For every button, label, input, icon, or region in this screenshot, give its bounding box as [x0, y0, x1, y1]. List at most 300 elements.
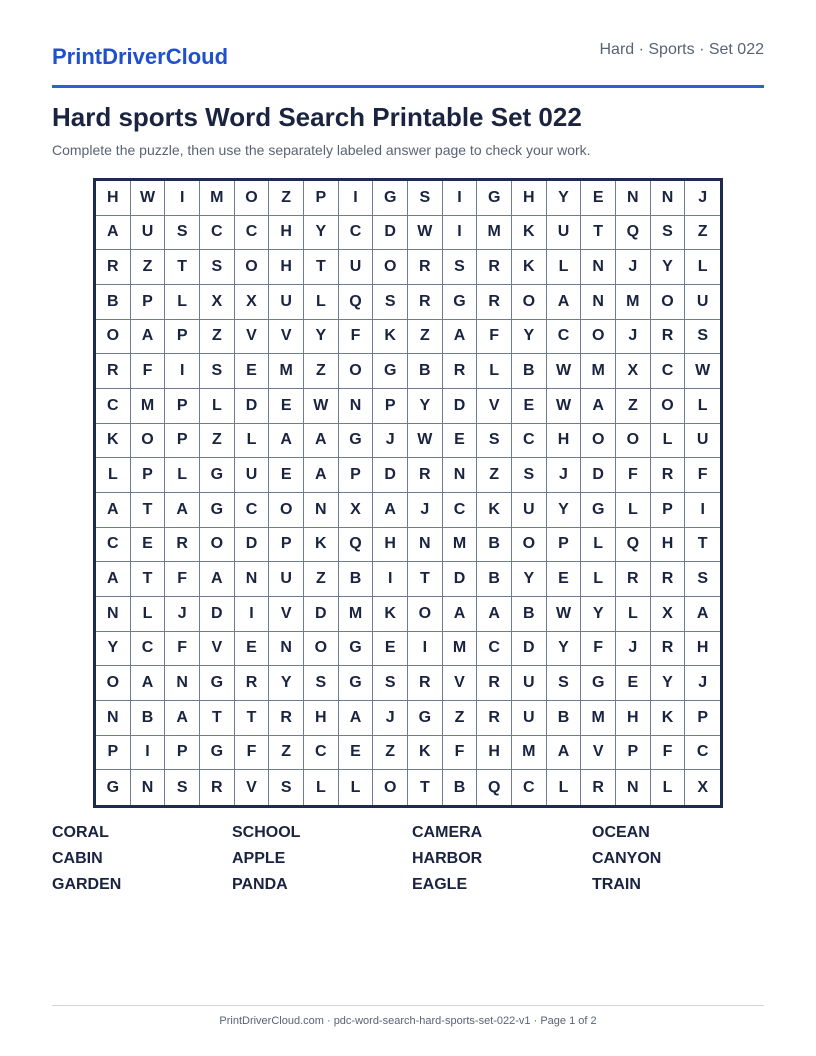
grid-cell: N — [443, 458, 478, 493]
grid-cell: L — [235, 424, 270, 459]
grid-cell: G — [581, 493, 616, 528]
grid-cell: G — [443, 285, 478, 320]
grid-cell: U — [685, 424, 720, 459]
grid-cell: E — [512, 389, 547, 424]
grid-cell: B — [512, 597, 547, 632]
grid-cell: T — [200, 701, 235, 736]
grid-cell: R — [581, 770, 616, 805]
grid-cell: G — [581, 666, 616, 701]
grid-cell: P — [269, 528, 304, 563]
grid-cell: T — [408, 562, 443, 597]
grid-cell: P — [339, 458, 374, 493]
grid-cell: M — [443, 528, 478, 563]
grid-cell: P — [96, 736, 131, 771]
grid-cell: M — [269, 354, 304, 389]
word-list-item: SCHOOL — [232, 824, 301, 841]
grid-cell: W — [304, 389, 339, 424]
grid-cell: U — [131, 216, 166, 251]
grid-cell: C — [651, 354, 686, 389]
grid-cell: D — [581, 458, 616, 493]
word-list-item: TRAIN — [592, 876, 641, 893]
grid-cell: B — [477, 562, 512, 597]
grid-cell: Z — [304, 562, 339, 597]
page-title: Hard sports Word Search Printable Set 022 — [52, 102, 582, 132]
grid-cell: N — [96, 701, 131, 736]
grid-cell: R — [651, 562, 686, 597]
grid-cell: Y — [512, 562, 547, 597]
grid-cell: Z — [304, 354, 339, 389]
grid-cell: Q — [339, 285, 374, 320]
grid-cell: G — [339, 666, 374, 701]
grid-cell: R — [408, 666, 443, 701]
grid-cell: Z — [269, 181, 304, 216]
grid-cell: A — [200, 562, 235, 597]
page-subtitle: Complete the puzzle, then use the separately labeled answer page to check your work. — [52, 142, 591, 158]
grid-cell: Z — [443, 701, 478, 736]
grid-cell: F — [477, 320, 512, 355]
grid-cell: A — [304, 424, 339, 459]
grid-cell: O — [651, 389, 686, 424]
grid-cell: U — [235, 458, 270, 493]
grid-cell: E — [269, 389, 304, 424]
grid-cell: Y — [269, 666, 304, 701]
grid-cell: R — [651, 632, 686, 667]
grid-cell: R — [235, 666, 270, 701]
grid-cell: D — [235, 528, 270, 563]
grid-cell: S — [165, 216, 200, 251]
grid-cell: Z — [131, 250, 166, 285]
grid-cell: E — [269, 458, 304, 493]
grid-cell: A — [685, 597, 720, 632]
grid-cell: K — [373, 320, 408, 355]
grid-cell: A — [581, 389, 616, 424]
grid-cell: D — [443, 562, 478, 597]
grid-cell: Y — [547, 632, 582, 667]
grid-cell: R — [443, 354, 478, 389]
grid-cell: O — [96, 320, 131, 355]
grid-cell: P — [165, 389, 200, 424]
grid-cell: F — [616, 458, 651, 493]
grid-cell: U — [269, 562, 304, 597]
grid-cell: W — [547, 389, 582, 424]
grid-cell: Y — [651, 666, 686, 701]
grid-cell: U — [512, 701, 547, 736]
grid-cell: T — [131, 493, 166, 528]
grid-cell: T — [131, 562, 166, 597]
grid-cell: W — [547, 354, 582, 389]
grid-cell: D — [373, 216, 408, 251]
grid-cell: C — [235, 493, 270, 528]
grid-cell: C — [547, 320, 582, 355]
grid-cell: F — [339, 320, 374, 355]
grid-cell: H — [651, 528, 686, 563]
grid-cell: Q — [616, 216, 651, 251]
grid-cell: S — [373, 666, 408, 701]
grid-cell: S — [200, 250, 235, 285]
grid-cell: L — [581, 562, 616, 597]
grid-cell: F — [685, 458, 720, 493]
grid-cell: L — [651, 424, 686, 459]
grid-cell: C — [304, 736, 339, 771]
grid-cell: K — [304, 528, 339, 563]
grid-cell: K — [512, 250, 547, 285]
grid-cell: F — [131, 354, 166, 389]
grid-cell: L — [547, 250, 582, 285]
grid-cell: O — [581, 320, 616, 355]
grid-cell: R — [96, 354, 131, 389]
grid-cell: P — [131, 458, 166, 493]
grid-cell: O — [235, 250, 270, 285]
grid-cell: R — [477, 250, 512, 285]
grid-cell: R — [477, 285, 512, 320]
grid-cell: X — [339, 493, 374, 528]
grid-cell: F — [651, 736, 686, 771]
grid-cell: T — [685, 528, 720, 563]
word-list-item: APPLE — [232, 850, 286, 867]
grid-cell: G — [477, 181, 512, 216]
grid-cell: R — [269, 701, 304, 736]
grid-cell: U — [512, 493, 547, 528]
grid-cell: F — [581, 632, 616, 667]
grid-cell: V — [235, 770, 270, 805]
grid-cell: H — [547, 424, 582, 459]
grid-cell: J — [165, 597, 200, 632]
grid-cell: J — [685, 666, 720, 701]
grid-cell: R — [616, 562, 651, 597]
grid-cell: Z — [477, 458, 512, 493]
grid-cell: J — [616, 250, 651, 285]
grid-cell: P — [651, 493, 686, 528]
grid-cell: W — [408, 216, 443, 251]
grid-cell: N — [616, 770, 651, 805]
grid-cell: I — [443, 181, 478, 216]
grid-cell: A — [165, 701, 200, 736]
grid-cell: O — [616, 424, 651, 459]
grid-cell: S — [408, 181, 443, 216]
grid-cell: Z — [200, 320, 235, 355]
grid-cell: C — [96, 389, 131, 424]
grid-cell: W — [408, 424, 443, 459]
grid-cell: L — [547, 770, 582, 805]
grid-cell: O — [651, 285, 686, 320]
grid-cell: V — [443, 666, 478, 701]
grid-cell: Q — [477, 770, 512, 805]
grid-cell: O — [512, 285, 547, 320]
grid-cell: C — [443, 493, 478, 528]
grid-cell: H — [373, 528, 408, 563]
grid-cell: T — [235, 701, 270, 736]
grid-cell: L — [165, 458, 200, 493]
grid-cell: C — [235, 216, 270, 251]
grid-cell: K — [512, 216, 547, 251]
grid-cell: N — [304, 493, 339, 528]
grid-cell: R — [477, 666, 512, 701]
word-list — [52, 823, 764, 895]
grid-cell: A — [96, 493, 131, 528]
grid-cell: P — [616, 736, 651, 771]
grid-cell: B — [96, 285, 131, 320]
grid-cell: M — [339, 597, 374, 632]
grid-cell: I — [131, 736, 166, 771]
grid-cell: S — [304, 666, 339, 701]
grid-cell: F — [165, 632, 200, 667]
grid-cell: L — [339, 770, 374, 805]
grid-cell: Y — [512, 320, 547, 355]
grid-cell: A — [165, 493, 200, 528]
grid-cell: D — [443, 389, 478, 424]
grid-cell: J — [547, 458, 582, 493]
grid-cell: W — [685, 354, 720, 389]
grid-cell: R — [408, 458, 443, 493]
grid-cell: H — [269, 250, 304, 285]
grid-cell: A — [547, 736, 582, 771]
grid-cell: O — [304, 632, 339, 667]
grid-cell: J — [373, 424, 408, 459]
grid-cell: R — [96, 250, 131, 285]
grid-cell: J — [616, 632, 651, 667]
grid-cell: Z — [616, 389, 651, 424]
grid-cell: E — [373, 632, 408, 667]
grid-cell: O — [373, 770, 408, 805]
grid-cell: P — [165, 424, 200, 459]
grid-cell: I — [165, 354, 200, 389]
grid-cell: W — [131, 181, 166, 216]
grid-cell: V — [269, 320, 304, 355]
grid-cell: G — [200, 458, 235, 493]
grid-cell: A — [443, 597, 478, 632]
grid-cell: C — [339, 216, 374, 251]
grid-cell: I — [235, 597, 270, 632]
grid-cell: P — [685, 701, 720, 736]
grid-cell: T — [304, 250, 339, 285]
grid-cell: W — [547, 597, 582, 632]
grid-cell: E — [547, 562, 582, 597]
grid-cell: M — [616, 285, 651, 320]
grid-cell: L — [165, 285, 200, 320]
grid-cell: C — [96, 528, 131, 563]
grid-cell: P — [165, 736, 200, 771]
grid-cell: A — [477, 597, 512, 632]
grid-cell: N — [616, 181, 651, 216]
grid-cell: K — [373, 597, 408, 632]
grid-cell: C — [200, 216, 235, 251]
grid-cell: Y — [304, 320, 339, 355]
grid-cell: B — [408, 354, 443, 389]
grid-cell: R — [200, 770, 235, 805]
word-list-item: CORAL — [52, 824, 109, 841]
grid-cell: M — [131, 389, 166, 424]
grid-cell: O — [512, 528, 547, 563]
grid-cell: O — [373, 250, 408, 285]
grid-cell: M — [581, 701, 616, 736]
grid-cell: L — [581, 528, 616, 563]
grid-cell: A — [96, 562, 131, 597]
grid-cell: A — [443, 320, 478, 355]
grid-cell: Y — [96, 632, 131, 667]
grid-cell: O — [235, 181, 270, 216]
grid-cell: S — [512, 458, 547, 493]
grid-cell: R — [165, 528, 200, 563]
grid-cell: O — [269, 493, 304, 528]
grid-cell: O — [131, 424, 166, 459]
grid-cell: N — [131, 770, 166, 805]
word-list-item: CAMERA — [412, 824, 483, 841]
grid-cell: D — [373, 458, 408, 493]
grid-cell: E — [235, 354, 270, 389]
grid-cell: A — [131, 666, 166, 701]
grid-cell: U — [512, 666, 547, 701]
grid-cell: S — [547, 666, 582, 701]
grid-cell: Z — [408, 320, 443, 355]
grid-cell: A — [373, 493, 408, 528]
grid-cell: G — [200, 666, 235, 701]
grid-cell: Z — [685, 216, 720, 251]
grid-cell: R — [408, 285, 443, 320]
grid-cell: E — [339, 736, 374, 771]
grid-cell: L — [304, 285, 339, 320]
grid-cell: C — [512, 770, 547, 805]
grid-cell: H — [477, 736, 512, 771]
grid-cell: S — [200, 354, 235, 389]
grid-cell: R — [408, 250, 443, 285]
grid-cell: M — [200, 181, 235, 216]
grid-cell: I — [685, 493, 720, 528]
grid-cell: D — [200, 597, 235, 632]
grid-cell: N — [408, 528, 443, 563]
grid-cell: B — [512, 354, 547, 389]
grid-cell: H — [685, 632, 720, 667]
grid-cell: J — [685, 181, 720, 216]
grid-cell: J — [408, 493, 443, 528]
word-list-item: HARBOR — [412, 850, 483, 867]
grid-cell: I — [373, 562, 408, 597]
grid-cell: Y — [408, 389, 443, 424]
grid-cell: L — [685, 389, 720, 424]
grid-cell: I — [408, 632, 443, 667]
grid-cell: A — [96, 216, 131, 251]
word-list-item: PANDA — [232, 876, 288, 893]
grid-cell: I — [165, 181, 200, 216]
grid-cell: M — [581, 354, 616, 389]
grid-cell: T — [408, 770, 443, 805]
grid-cell: K — [477, 493, 512, 528]
grid-cell: G — [200, 736, 235, 771]
grid-cell: K — [408, 736, 443, 771]
grid-cell: Y — [547, 493, 582, 528]
grid-cell: A — [269, 424, 304, 459]
grid-cell: S — [477, 424, 512, 459]
grid-cell: G — [339, 632, 374, 667]
grid-cell: P — [547, 528, 582, 563]
grid-cell: D — [235, 389, 270, 424]
grid-cell: R — [651, 458, 686, 493]
grid-cell: G — [373, 354, 408, 389]
grid-cell: B — [339, 562, 374, 597]
grid-cell: E — [443, 424, 478, 459]
grid-cell: C — [477, 632, 512, 667]
grid-cell: U — [547, 216, 582, 251]
grid-cell: B — [547, 701, 582, 736]
grid-cell: N — [165, 666, 200, 701]
grid-cell: N — [651, 181, 686, 216]
word-list-item: CANYON — [592, 850, 662, 867]
grid-cell: A — [547, 285, 582, 320]
grid-cell: R — [651, 320, 686, 355]
grid-cell: X — [200, 285, 235, 320]
grid-cell: U — [269, 285, 304, 320]
grid-cell: H — [96, 181, 131, 216]
grid-cell: P — [373, 389, 408, 424]
grid-cell: Y — [547, 181, 582, 216]
grid-cell: P — [131, 285, 166, 320]
grid-cell: N — [96, 597, 131, 632]
grid-cell: X — [235, 285, 270, 320]
grid-cell: F — [443, 736, 478, 771]
word-list-item: CABIN — [52, 850, 103, 867]
grid-cell: H — [269, 216, 304, 251]
grid-cell: N — [269, 632, 304, 667]
breadcrumb: Hard · Sports · Set 022 — [599, 41, 764, 58]
grid-cell: B — [477, 528, 512, 563]
grid-cell: E — [131, 528, 166, 563]
grid-cell: N — [581, 285, 616, 320]
grid-cell: T — [581, 216, 616, 251]
grid-cell: J — [616, 320, 651, 355]
grid-cell: X — [697, 778, 708, 796]
grid-cell: G — [339, 424, 374, 459]
grid-cell: M — [443, 632, 478, 667]
word-list-item: GARDEN — [52, 876, 122, 893]
grid-cell: H — [304, 701, 339, 736]
word-list-item: OCEAN — [592, 824, 650, 841]
grid-cell: H — [616, 701, 651, 736]
grid-cell: K — [96, 424, 131, 459]
grid-cell: K — [651, 701, 686, 736]
grid-cell: Y — [304, 216, 339, 251]
grid-cell: A — [304, 458, 339, 493]
grid-cell: M — [512, 736, 547, 771]
grid-cell: O — [581, 424, 616, 459]
grid-cell: L — [96, 458, 131, 493]
grid-cell: V — [235, 320, 270, 355]
grid-cell: N — [339, 389, 374, 424]
grid-cell: X — [616, 354, 651, 389]
grid-cell: L — [616, 597, 651, 632]
page-header — [52, 36, 764, 88]
grid-cell: S — [443, 250, 478, 285]
grid-cell: V — [581, 736, 616, 771]
grid-cell: X — [651, 597, 686, 632]
grid-cell: D — [512, 632, 547, 667]
grid-cell: N — [235, 562, 270, 597]
grid-cell: U — [339, 250, 374, 285]
grid-cell: G — [200, 493, 235, 528]
grid-cell: C — [512, 424, 547, 459]
grid-cell: P — [304, 181, 339, 216]
grid-cell: F — [235, 736, 270, 771]
grid-cell: G — [96, 770, 131, 805]
grid-cell: S — [269, 770, 304, 805]
grid-cell: H — [512, 181, 547, 216]
grid-cell: Z — [200, 424, 235, 459]
grid-cell: Q — [339, 528, 374, 563]
grid-cell: R — [477, 701, 512, 736]
grid-cell: V — [200, 632, 235, 667]
grid-cell: L — [685, 250, 720, 285]
page-footer: PrintDriverCloud.com · pdc-word-search-hard-sports-set-022-v1 · Page 1 of 2 — [52, 1005, 764, 1027]
brand-logo[interactable]: PrintDriverCloud — [52, 44, 229, 69]
grid-cell: E — [581, 181, 616, 216]
